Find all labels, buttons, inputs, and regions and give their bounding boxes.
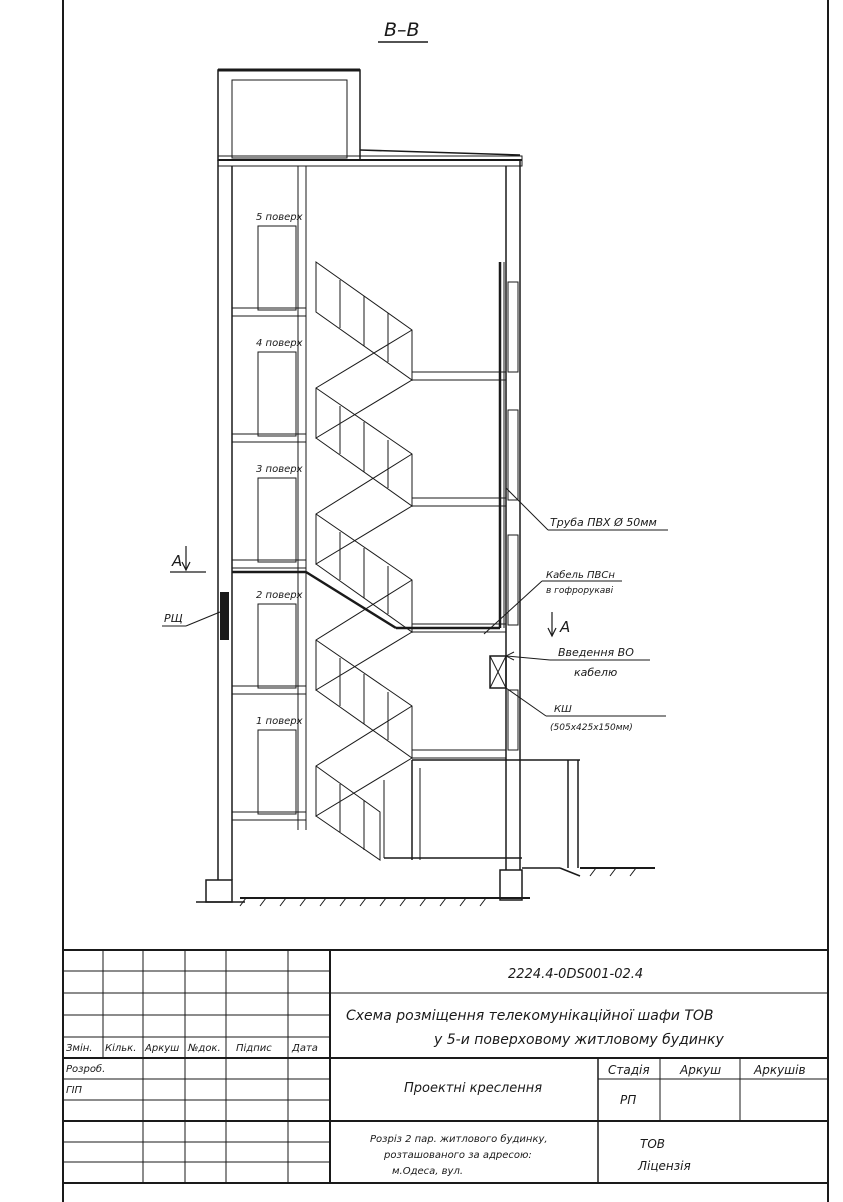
drawing-desc-3: м.Одеса, вул. [392, 1166, 464, 1177]
floor-label-5: 5 поверх [256, 212, 303, 223]
stair-flights [316, 262, 412, 860]
roof-structure [218, 70, 522, 166]
panel-label: РЩ [164, 612, 183, 625]
floor-label-3: 3 поверх [256, 464, 303, 475]
drawing-desc-1: Розріз 2 пар. житлового будинку, [370, 1134, 548, 1145]
floor-label-4: 4 поверх [256, 338, 303, 349]
section-marker-right [548, 612, 570, 636]
electrical-panel [220, 592, 229, 640]
right-wall [506, 160, 520, 870]
left-wall [218, 160, 232, 880]
ground-hatching [240, 868, 636, 906]
annotation-cabinet [506, 688, 666, 733]
header-zmin: Змін. [66, 1043, 93, 1054]
floor-slabs [232, 308, 506, 820]
role-developer: Розроб. [66, 1064, 106, 1075]
design-stage-text: Проектні креслення [404, 1081, 543, 1096]
floor-label-2: 2 поверх [256, 590, 303, 601]
header-kilk: Кільк. [105, 1043, 137, 1054]
annotation-pipe [506, 488, 668, 530]
annotation-panel [162, 612, 220, 626]
annotation-entry [506, 646, 650, 679]
telecom-cabinet [490, 656, 506, 688]
sheets-label: Аркушів [754, 1063, 806, 1077]
role-chief: ГІП [66, 1085, 83, 1096]
inner-partition [298, 166, 306, 830]
entry-label-1: Введення ВО [558, 646, 634, 659]
header-arkush: Аркуш [145, 1043, 180, 1054]
cable-label-1: Кабель ПВСн [546, 570, 615, 581]
entry-label-2: кабелю [574, 666, 618, 679]
building-section [196, 70, 655, 906]
stage-value: РП [620, 1093, 637, 1107]
foundation [196, 760, 655, 902]
sheet-label: Аркуш [680, 1063, 722, 1077]
drawing-code: 2224.4-0DS001-02.4 [508, 967, 644, 982]
drawing-desc-2: розташованого за адресою: [384, 1150, 532, 1161]
cabinet-label-2: (505х425х150мм) [550, 723, 633, 733]
org-line-1: ТОВ [640, 1137, 666, 1151]
cabinet-label-1: КШ [554, 704, 572, 715]
section-title: В–В [384, 19, 420, 41]
pvc-pipe [500, 262, 504, 628]
header-pidpys: Підпис [236, 1043, 272, 1054]
title-block-text [66, 967, 806, 1177]
pipe-label: Труба ПВХ Ø 50мм [550, 516, 657, 529]
floor-label-1: 1 поверх [256, 716, 303, 727]
header-data: Дата [292, 1043, 318, 1054]
drawing-title-line2: у 5-и поверховому житловому будинку [434, 1032, 724, 1048]
header-ndok: №док. [188, 1043, 221, 1054]
stage-label: Стадія [608, 1063, 650, 1077]
section-mark-left-label: А [172, 552, 183, 570]
drawing-title-line1: Схема розміщення телекомунікаційної шафи ТОВ [346, 1008, 714, 1024]
org-line-2: Ліцензія [638, 1159, 691, 1173]
section-marker-left [170, 546, 206, 572]
cable-label-2: в гофрорукаві [546, 586, 614, 596]
section-mark-right-label: А [560, 618, 571, 636]
